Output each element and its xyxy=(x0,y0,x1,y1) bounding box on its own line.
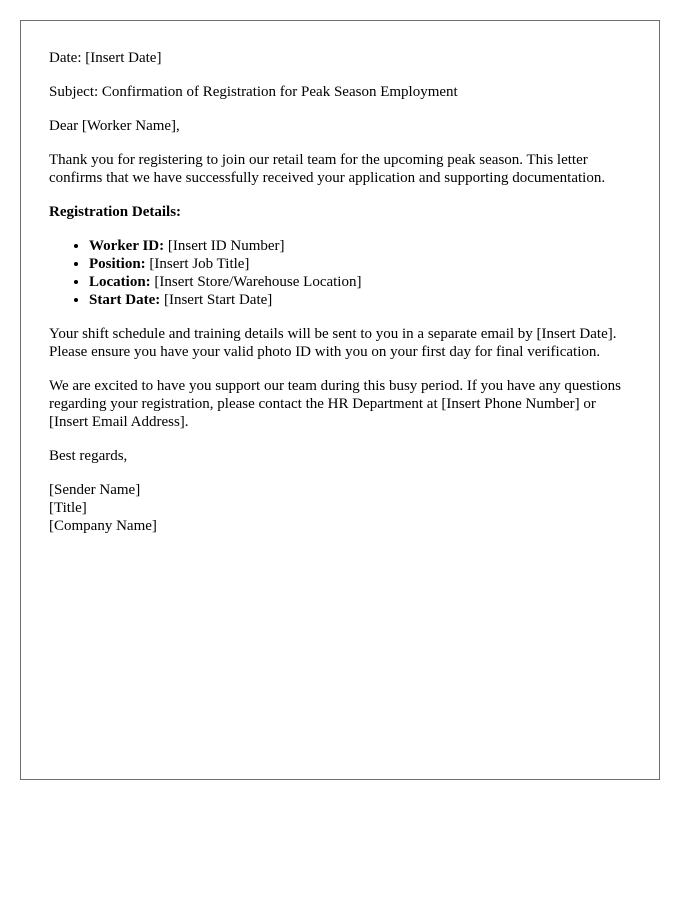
detail-value: [Insert ID Number] xyxy=(164,238,285,254)
detail-label: Start Date: xyxy=(89,292,161,308)
greeting: Dear [Worker Name], xyxy=(49,118,180,134)
detail-value: [Insert Store/Warehouse Location] xyxy=(150,274,362,290)
date-line: Date: [Insert Date] xyxy=(49,50,162,66)
sender-name: [Sender Name] xyxy=(49,482,141,498)
detail-start-date xyxy=(89,291,631,309)
detail-value: [Insert Start Date] xyxy=(160,292,273,308)
letter-page xyxy=(20,20,660,780)
detail-label: Location: xyxy=(89,274,151,290)
registration-details-list xyxy=(49,237,631,309)
closing-paragraph: We are excited to have you support our team during this busy period. If you have any questions regarding your registration, please contact the HR Department at [Insert Phone Number] or [Insert Email Address]. xyxy=(49,378,621,430)
detail-location xyxy=(89,273,631,291)
schedule-paragraph: Your shift schedule and training details will be sent to you in a separate email by [Insert Date]. Please ensure you have your valid photo ID with you on your first day for final verification. xyxy=(49,326,617,360)
detail-label: Worker ID: xyxy=(89,238,165,254)
intro-paragraph: Thank you for registering to join our retail team for the upcoming peak season. This letter confirms that we have successfully received your application and supporting documentation. xyxy=(49,152,606,186)
subject-line: Subject: Confirmation of Registration for Peak Season Employment xyxy=(49,84,458,100)
sender-title: [Title] xyxy=(49,500,87,516)
detail-label: Position: xyxy=(89,256,146,272)
detail-value: [Insert Job Title] xyxy=(145,256,250,272)
signature-block xyxy=(49,481,631,535)
detail-position xyxy=(89,255,631,273)
signoff: Best regards, xyxy=(49,448,128,464)
detail-worker-id xyxy=(89,237,631,255)
company-name: [Company Name] xyxy=(49,518,157,534)
registration-details-heading: Registration Details: xyxy=(49,204,182,220)
